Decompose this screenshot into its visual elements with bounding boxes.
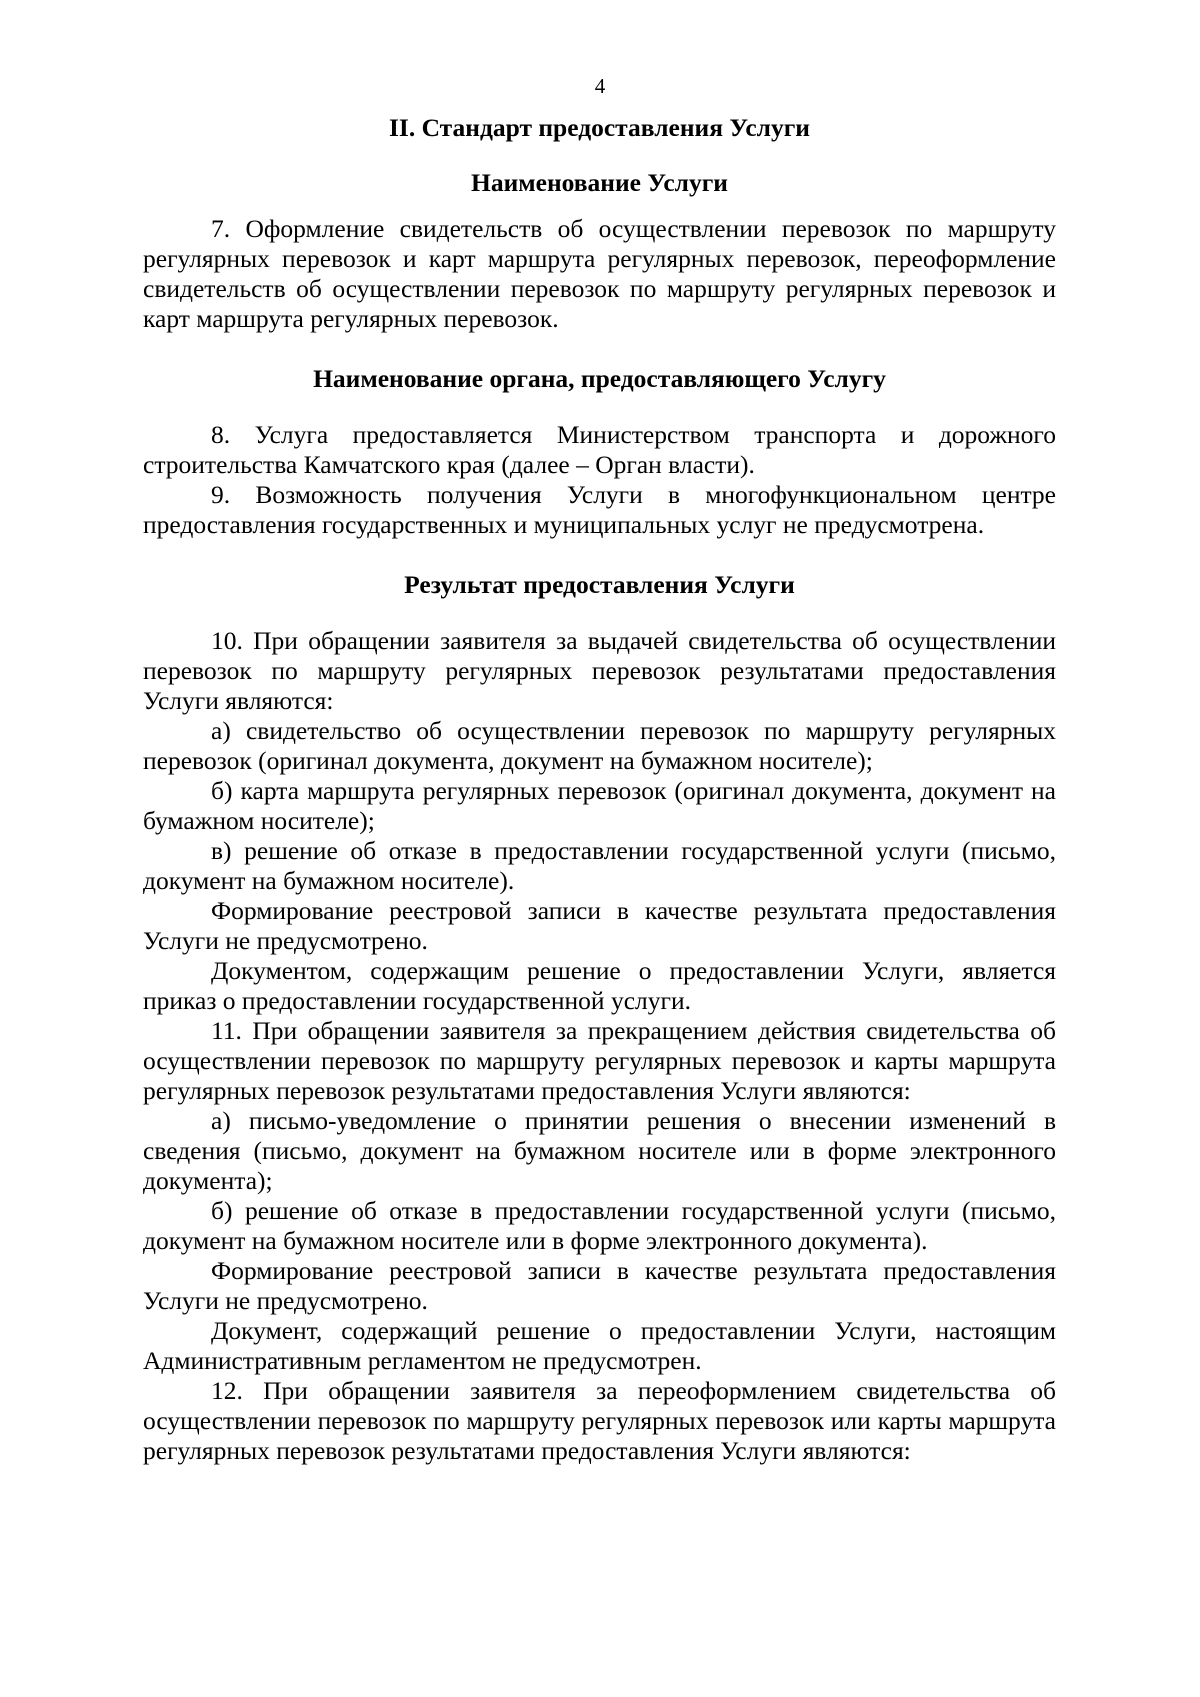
paragraph-11-b: б) решение об отказе в предоставлении государственной услуги (письмо, документ на бумажном носителе или в форме электронного документа).: [143, 1196, 1056, 1255]
paragraph-10-a: а) свидетельство об осуществлении перевозок по маршруту регулярных перевозок (оригинал документа, документ на бумажном носителе);: [143, 716, 1056, 775]
heading-authority: Наименование органа, предоставляющего Услугу: [313, 364, 886, 393]
heading-service-name: Наименование Услуги: [471, 168, 728, 197]
heading-result: Результат предоставления Услуги: [404, 570, 795, 599]
paragraph-8: 8. Услуга предоставляется Министерством транспорта и дорожного строительства Камчатского края (далее – Орган власти).: [143, 420, 1056, 479]
paragraph-10: 10. При обращении заявителя за выдачей свидетельства об осуществлении перевозок по маршруту регулярных перевозок результатами предоставления Услуги являются:: [143, 626, 1056, 715]
paragraph-11-registry: Формирование реестровой записи в качестве результата предоставления Услуги не предусмотрено.: [143, 1256, 1056, 1315]
paragraph-11-a: а) письмо-уведомление о принятии решения о внесении изменений в сведения (письмо, документ на бумажном носителе или в форме электронного документа);: [143, 1106, 1056, 1195]
paragraph-11-document: Документ, содержащий решение о предоставлении Услуги, настоящим Административным регламентом не предусмотрен.: [143, 1316, 1056, 1375]
paragraph-7: 7. Оформление свидетельств об осуществлении перевозок по маршруту регулярных перевозок и карт маршрута регулярных перевозок, переоформление свидетельств об осуществлении перевозок по маршруту регулярных перевозок и карт маршрута регулярных перевозок.: [143, 214, 1056, 333]
paragraph-10-order: Документом, содержащим решение о предоставлении Услуги, является приказ о предоставлении государственной услуги.: [143, 956, 1056, 1015]
paragraph-10-v: в) решение об отказе в предоставлении государственной услуги (письмо, документ на бумажном носителе).: [143, 836, 1056, 895]
paragraph-12: 12. При обращении заявителя за переоформлением свидетельства об осуществлении перевозок по маршруту регулярных перевозок или карты маршрута регулярных перевозок результатами предоставления Услуги являются:: [143, 1376, 1056, 1465]
paragraph-10-registry: Формирование реестровой записи в качестве результата предоставления Услуги не предусмотрено.: [143, 896, 1056, 955]
paragraph-10-b: б) карта маршрута регулярных перевозок (оригинал документа, документ на бумажном носителе);: [143, 776, 1056, 835]
page-number: 4: [594, 74, 606, 98]
section-title: II. Стандарт предоставления Услуги: [389, 113, 810, 142]
paragraph-11: 11. При обращении заявителя за прекращением действия свидетельства об осуществлении перевозок по маршруту регулярных перевозок и карты маршрута регулярных перевозок результатами предоставления Услуги являются:: [143, 1016, 1056, 1105]
document-body: [143, 113, 1056, 1466]
paragraph-9: 9. Возможность получения Услуги в многофункциональном центре предоставления государственных и муниципальных услуг не предусмотрена.: [143, 480, 1056, 539]
